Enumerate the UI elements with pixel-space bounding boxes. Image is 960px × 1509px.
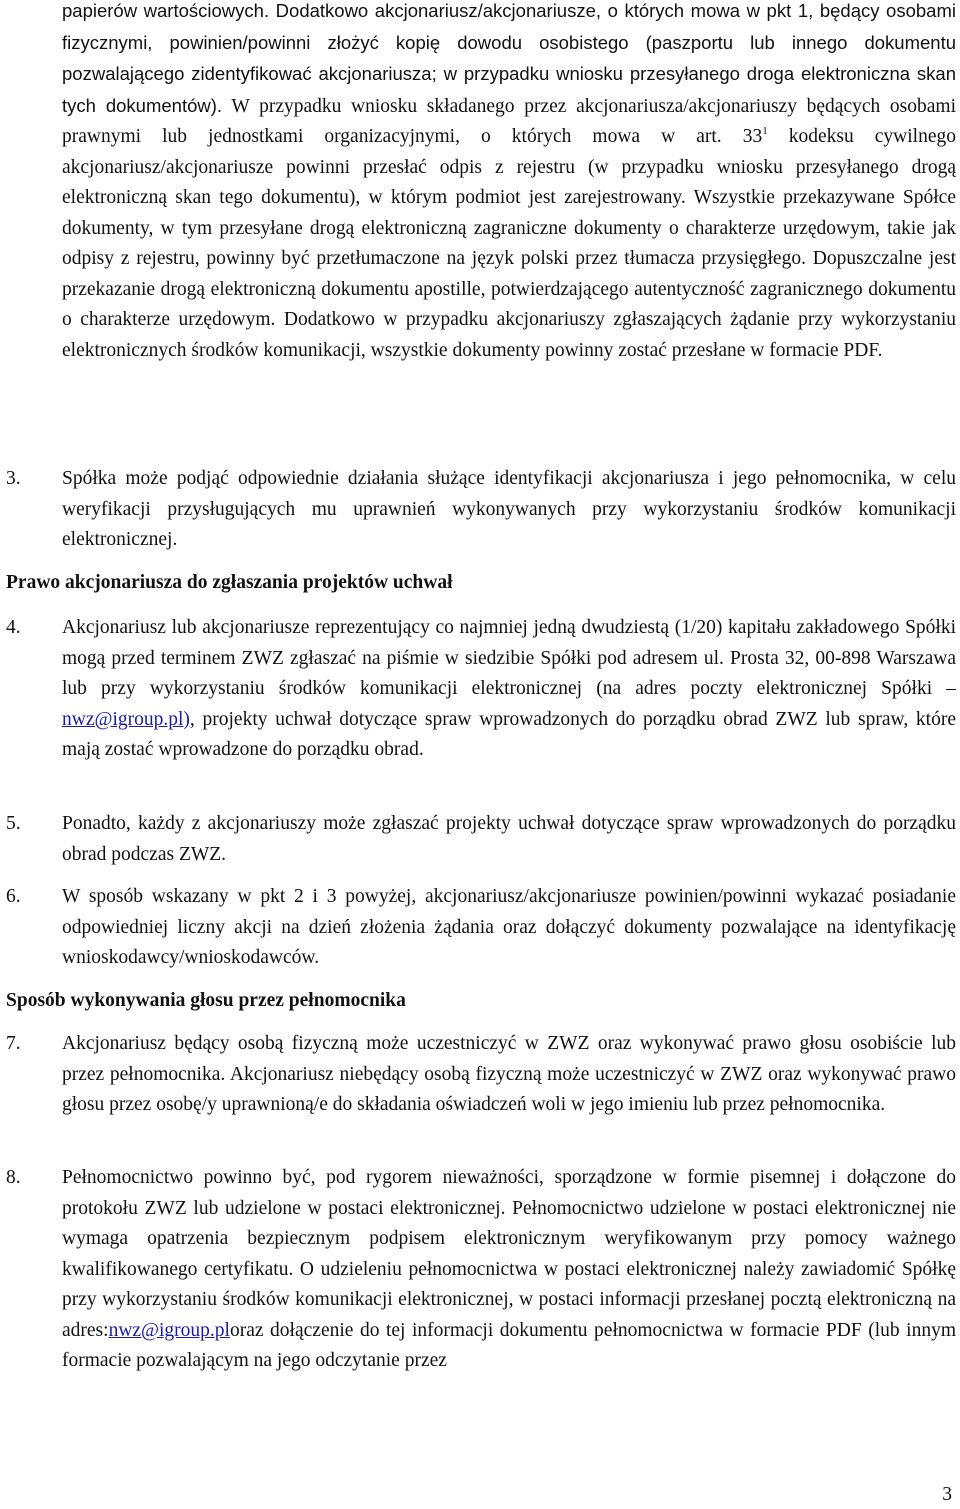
page-number: 3 [942, 1484, 952, 1505]
intro-paragraph [62, 0, 956, 366]
item-3-number: 3. [6, 468, 21, 489]
item-4-text-a: Akcjonariusz lub akcjonariusze reprezentujący co najmniej jedną dwudziestą (1/20) kapitału zakładowego Spółki mogą przed terminem ZWZ zgłaszać na piśmie w siedzibie Spółki pod adresem ul. Prosta 32, 00-898 Warszawa lub przy wykorzystaniu środków komunikacji elektronicznej (na adres poczty elektronicznej Spółki – [62, 617, 956, 699]
section-heading-proxy: Sposób wykonywania głosu przez pełnomocnika [6, 990, 406, 1011]
item-4-number: 4. [6, 617, 21, 638]
item-5-text: Ponadto, każdy z akcjonariuszy może zgłaszać projekty uchwał dotyczące spraw wprowadzonych do porządku obrad podczas ZWZ. [62, 813, 956, 865]
item-7-text: Akcjonariusz będący osobą fizyczną może uczestniczyć w ZWZ oraz wykonywać prawo głosu osobiście lub przez pełnomocnika. Akcjonariusz niebędący osobą fizyczną może uczestniczyć w ZWZ oraz wykonywać prawo głosu przez osobę/y uprawnioną/e do składania oświadczeń woli w jego imieniu lub przez pełnomocnika. [62, 1033, 956, 1115]
item-8-number: 8. [6, 1167, 21, 1188]
item-3-text: Spółka może podjąć odpowiednie działania służące identyfikacji akcjonariusza i jego pełnomocnika, w celu weryfikacji przysługujących mu uprawnień wykonywanych przy wykorzystaniu środków komunikacji elektronicznej. [62, 468, 956, 550]
item-7-number: 7. [6, 1033, 21, 1054]
intro-remaining-text: kodeksu cywilnego akcjonariusz/akcjonariusze powinni przesłać odpis z rejestru (w przypadku wniosku przesyłanego drogą elektroniczną skan tego dokumentu), w którym podmiot jest zarejestrowany. Wszystkie przekazywane Spółce dokumenty, w tym przesyłane drogą elektroniczną zagraniczne dokumenty o charakterze urzędowym, takie jak odpisy z rejestru, powinny być przetłumaczone na język polski przez tłumacza przysięgłego. Dopuszczalne jest przekazanie drogą elektroniczną dokumentu apostille, potwierdzającego autentyczność zagranicznego dokumentu o charakterze urzędowym. Dodatkowo w przypadku akcjonariuszy zgłaszających żądanie przy wykorzystaniu elektronicznych środków komunikacji, wszystkie dokumenty powinny zostać przesłane w formacie PDF. [62, 126, 956, 361]
item-8-text-a: Pełnomocnictwo powinno być, pod rygorem nieważności, sporządzone w formie pisemnej i dołączone do protokołu ZWZ lub udzielone w postaci elektronicznej. Pełnomocnictwo udzielone w postaci elektronicznej nie wymaga opatrzenia bezpiecznym podpisem elektronicznym weryfikowanym przy pomocy ważnego kwalifikowanego certyfikatu. O udzieleniu pełnomocnictwa w postaci elektronicznej należy zawiadomić Spółkę przy wykorzystaniu środków komunikacji elektronicznej, w postaci informacji przesłanej pocztą elektroniczną na adres: [62, 1167, 956, 1341]
item-5-number: 5. [6, 813, 21, 834]
section-heading-resolutions: Prawo akcjonariusza do zgłaszania projektów uchwał [6, 572, 453, 593]
item-8-text [62, 1163, 956, 1377]
item-4-text [62, 613, 956, 766]
item-8-text-b: oraz dołączenie do tej informacji dokumentu pełnomocnictwa w formacie PDF (lub innym formacie pozwalającym na jego odczytanie przez [62, 1319, 956, 1371]
email-link-proxy[interactable]: nwz@igroup.pl [108, 1319, 230, 1341]
footnote-superscript: 1 [762, 125, 768, 137]
intro-sans-text: papierów wartościowych. Dodatkowo akcjonariusz/akcjonariusze, o których mowa w pkt 1, będący osobami fizycznymi, powinien/powinni złożyć kopię dowodu osobistego (paszportu lub innego dokumentu pozwalającego zidentyfikować akcjonariusza; w przypadku wniosku przesyłanego droga elektroniczna skan tych dokumentów). [62, 0, 956, 116]
item-6-text: W sposób wskazany w pkt 2 i 3 powyżej, akcjonariusz/akcjonariusze powinien/powinni wykazać posiadanie odpowiedniej liczny akcji na dzień złożenia żądania oraz dołączyć dokumenty pozwalające na identyfikację wnioskodawcy/wnioskodawców. [62, 886, 956, 968]
intro-legal-entities-text: W przypadku wniosku składanego przez akcjonariusza/akcjonariuszy będących osobami prawnymi lub jednostkami organizacyjnymi, o których mowa w art. 33 [62, 95, 956, 147]
item-4-text-b: , projekty uchwał dotyczące spraw wprowadzonych do porządku obrad ZWZ lub spraw, które mają zostać wprowadzone do porządku obrad. [62, 708, 956, 760]
item-6-number: 6. [6, 886, 21, 907]
email-link[interactable]: nwz@igroup.pl) [62, 708, 190, 730]
